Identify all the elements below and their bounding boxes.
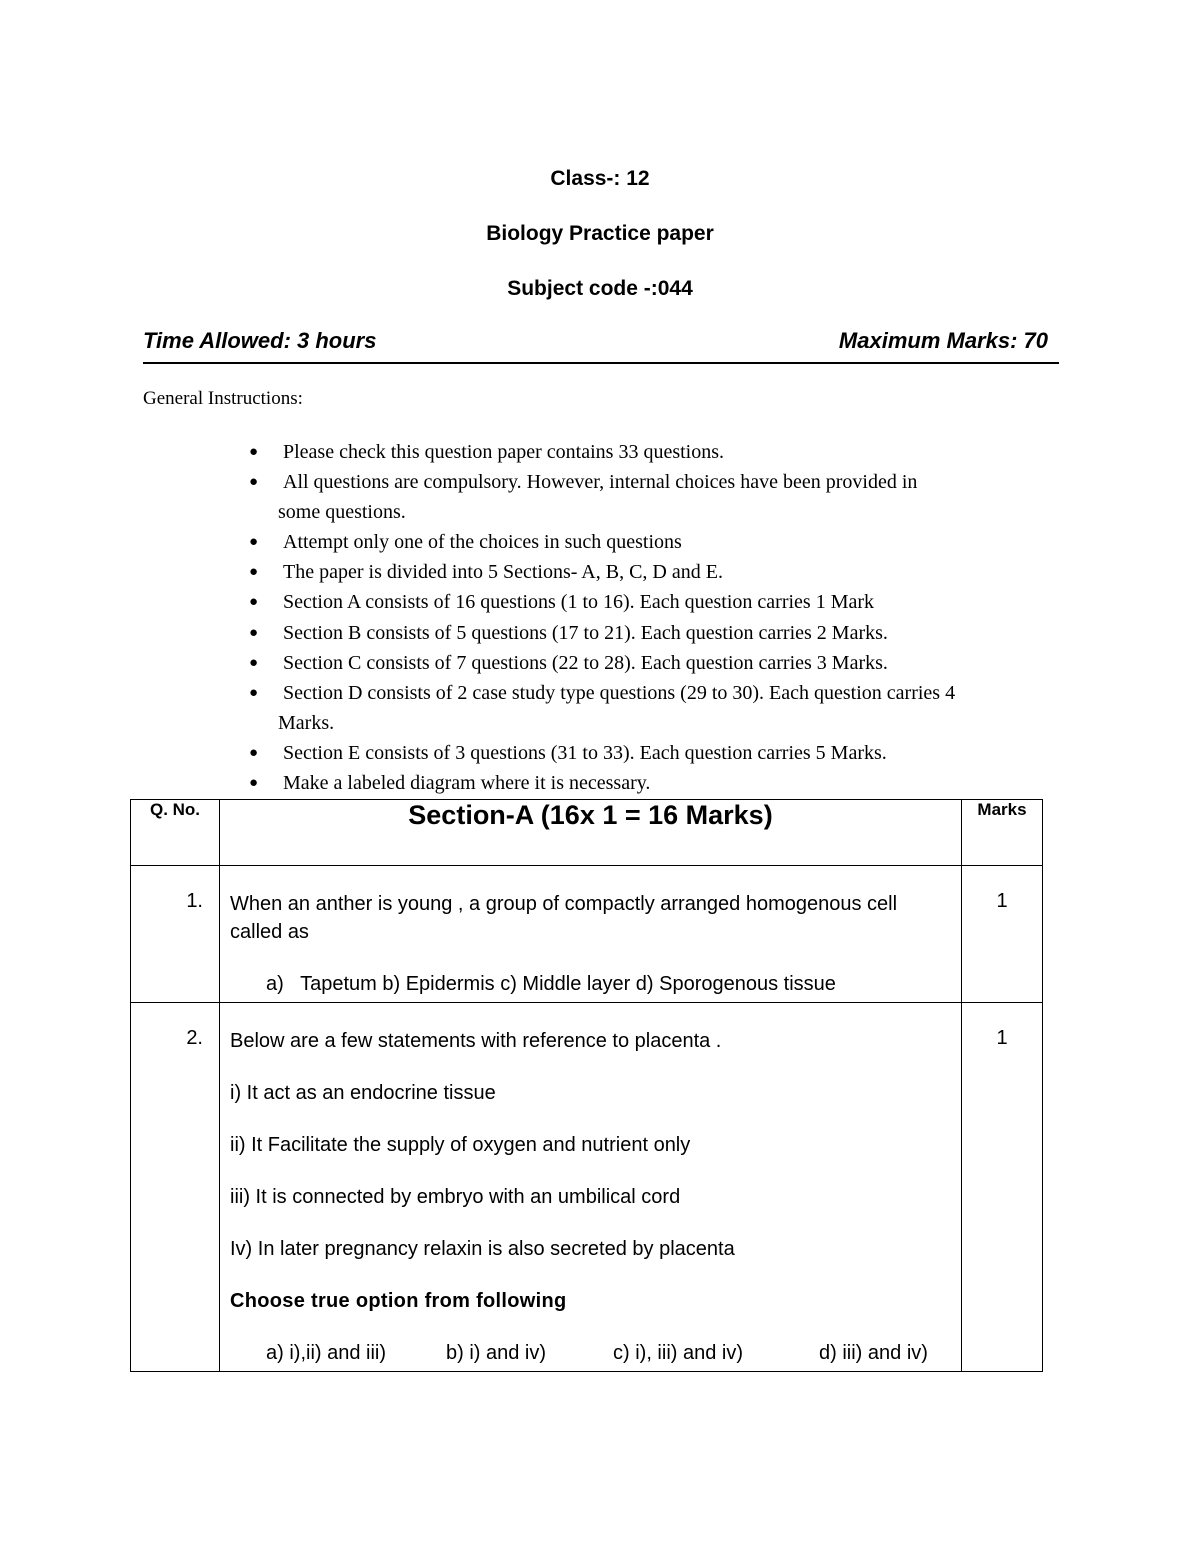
instruction-text-cont: some questions.	[278, 501, 406, 524]
instruction-item	[247, 768, 1067, 798]
bullet-icon: ●	[249, 654, 259, 671]
qno-header: Q. No.	[131, 800, 220, 866]
question-options	[230, 1339, 951, 1367]
question-prompt: Choose true option from following	[230, 1290, 567, 1312]
table-row	[131, 1003, 1043, 1372]
bullet-icon: ●	[249, 744, 259, 761]
instruction-text: All questions are compulsory. However, internal choices have been provided in	[283, 471, 918, 494]
marks-header: Marks	[962, 800, 1043, 866]
instructions-list	[247, 437, 1067, 798]
option-d: d) iii) and iv)	[819, 1342, 928, 1364]
general-instructions-title: General Instructions:	[143, 388, 303, 409]
paper-title: Biology Practice paper	[486, 222, 714, 245]
time-marks-row	[143, 328, 1059, 364]
table-row	[131, 866, 1043, 1003]
question-marks: 1	[962, 1003, 1043, 1372]
instruction-text: Section A consists of 16 questions (1 to 16). Each question carries 1 Mark	[283, 591, 875, 614]
bullet-icon: ●	[249, 775, 259, 792]
instruction-item	[247, 587, 1067, 617]
question-number: 2.	[131, 1003, 220, 1372]
option-label: a)	[266, 973, 284, 995]
option-a: a) i),ii) and iii)	[266, 1342, 387, 1364]
bullet-icon: ●	[249, 684, 259, 701]
statement: i) It act as an endocrine tissue	[230, 1082, 496, 1104]
statement: iii) It is connected by embryo with an umbilical cord	[230, 1186, 681, 1208]
instruction-item	[247, 437, 1067, 467]
bullet-icon: ●	[249, 594, 259, 611]
option-text: Tapetum b) Epidermis c) Middle layer d) Sporogenous tissue	[300, 973, 836, 995]
instruction-text: Please check this question paper contains 33 questions.	[283, 441, 725, 463]
question-body	[220, 1003, 962, 1372]
instruction-text: Make a labeled diagram where it is necessary.	[283, 772, 651, 795]
option-c: c) i), iii) and iv)	[613, 1342, 744, 1364]
instruction-item	[247, 618, 1067, 648]
question-text: When an anther is young , a group of compactly arranged homogenous cell called as	[230, 893, 898, 943]
bullet-icon: ●	[249, 624, 259, 641]
instruction-item	[247, 557, 1067, 587]
instruction-item	[247, 648, 1067, 678]
instruction-item	[247, 527, 1067, 557]
bullet-icon: ●	[249, 444, 259, 460]
instruction-text: The paper is divided into 5 Sections- A, B, C, D and E.	[283, 561, 723, 584]
instruction-text-cont: Marks.	[278, 711, 335, 734]
option-b: b) i) and iv)	[446, 1342, 547, 1364]
instruction-text: Section C consists of 7 questions (22 to 28). Each question carries 3 Marks.	[283, 651, 888, 674]
question-intro: Below are a few statements with reference to placenta .	[230, 1030, 722, 1052]
question-options	[230, 970, 951, 998]
instruction-item	[247, 678, 1067, 738]
question-marks: 1	[962, 866, 1043, 1003]
statement: Iv) In later pregnancy relaxin is also secreted by placenta	[230, 1238, 735, 1260]
instruction-item	[247, 738, 1067, 768]
question-number: 1.	[131, 866, 220, 1003]
instruction-text: Section D consists of 2 case study type questions (29 to 30). Each question carries 4	[283, 681, 956, 704]
instruction-text: Section B consists of 5 questions (17 to 21). Each question carries 2 Marks.	[283, 621, 888, 644]
instruction-text: Section E consists of 3 questions (31 to 33). Each question carries 5 Marks.	[283, 741, 887, 764]
instruction-item	[247, 467, 1067, 527]
section-title: Section-A (16x 1 = 16 Marks)	[220, 800, 962, 866]
maximum-marks: Maximum Marks: 70	[838, 328, 1048, 353]
subject-code: Subject code -:044	[507, 277, 693, 300]
question-body	[220, 866, 962, 1003]
instruction-text: Attempt only one of the choices in such questions	[283, 531, 682, 554]
time-allowed: Time Allowed: 3 hours	[143, 328, 377, 353]
questions-table	[130, 799, 1043, 1372]
table-header-row	[131, 800, 1043, 866]
bullet-icon: ●	[249, 534, 259, 551]
statement: ii) It Facilitate the supply of oxygen and nutrient only	[230, 1134, 691, 1156]
class-line: Class-: 12	[550, 167, 650, 190]
bullet-icon: ●	[249, 564, 259, 581]
bullet-icon: ●	[249, 474, 259, 491]
